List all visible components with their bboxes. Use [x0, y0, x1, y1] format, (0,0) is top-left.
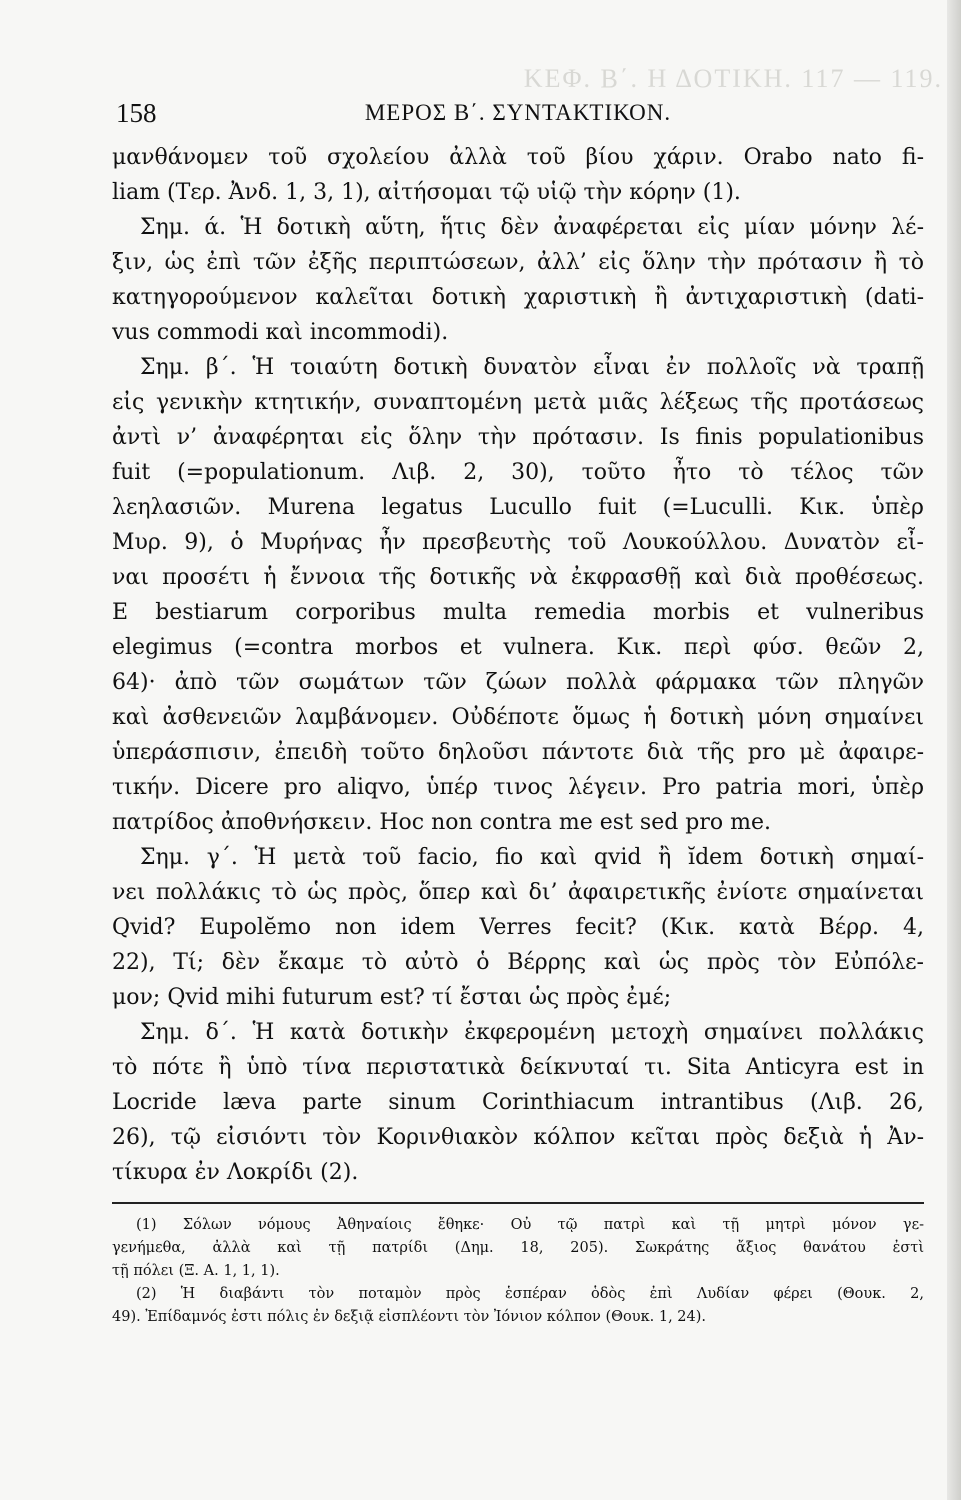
text-line: ἀντὶ ν’ ἀναφέρηται εἰς ὅλην τὴν πρότασιν. Is finis populationibus [112, 425, 924, 450]
footnotes [112, 1214, 924, 1329]
text-line: κατηγορούμενον καλεῖται δοτικὴ χαριστικὴ ἢ ἀντιχαριστικὴ (dati- [112, 285, 924, 310]
bleed-through-heading: ΚΕΦ. Β΄. Η ΔΟΤΙΚΗ. 117 — 119. [523, 64, 943, 90]
text-line: εἰς γενικὴν κτητικήν, συναπτομένη μετὰ μιᾶς λέξεως τῆς προτάσεως [112, 390, 924, 415]
note-4-line: Σημ. δ΄. Ἡ κατὰ δοτικὴν ἐκφερομένη μετοχὴ σημαίνει πολλάκις [140, 1020, 924, 1045]
text-line: ξιν, ὡς ἐπὶ τῶν ἐξῆς περιπτώσεων, ἀλλ’ εἰς ὅλην τὴν πρότασιν ἢ τὸ [112, 250, 924, 275]
page-edge [947, 0, 961, 1500]
main-text [112, 140, 924, 1190]
text-line: fuit (=populationum. Λιβ. 2, 30), τοῦτο ἦτο τὸ τέλος τῶν [112, 460, 924, 485]
text-line: τίκυρα ἐν Λοκρίδι (2). [112, 1160, 359, 1185]
footnote-line: τῇ πόλει (Ξ. Α. 1, 1, 1). [112, 1263, 280, 1279]
bleed-through-text [0, 60, 961, 90]
page-header [112, 96, 924, 136]
footnote-rule [112, 1202, 924, 1204]
text-line: μον; Qvid mihi futurum est? τί ἔσται ὡς πρὸς ἐμέ; [112, 985, 672, 1010]
text-line: vus commodi καὶ incommodi). [112, 320, 449, 345]
text-line: τὸ πότε ἢ ὑπὸ τίνα περιστατικὰ δείκνυταί τι. Sita Anticyra est in [112, 1055, 924, 1080]
text-line: ὑπεράσπισιν, ἐπειδὴ τοῦτο δηλοῦσι πάντοτε διὰ τῆς pro μὲ ἀφαιρε- [112, 740, 924, 765]
text-line: 22), Τί; δὲν ἔκαμε τὸ αὐτὸ ὁ Βέρρης καὶ ὡς πρὸς τὸν Εὐπόλε- [112, 950, 924, 975]
text-line: Locride læva parte sinum Corinthiacum intrantibus (Λιβ. 26, [112, 1090, 924, 1115]
text-line: elegimus (=contra morbos et vulnera. Κικ. περὶ φύσ. θεῶν 2, [112, 635, 924, 660]
footnote-1-line: (1) Σόλων νόμους Ἀθηναίοις ἔθηκε· Οὐ τῷ πατρὶ καὶ τῇ μητρὶ μόνον γε- [136, 1217, 924, 1233]
footnote-line: 49). Ἐπίδαμνός ἐστι πόλις ἐν δεξιᾷ εἰσπλέοντι τὸν Ἰόνιον κόλπον (Θουκ. 1, 24). [112, 1309, 707, 1325]
note-2-line: Σημ. β΄. Ἡ τοιαύτη δοτικὴ δυνατὸν εἶναι ἐν πολλοῖς νὰ τραπῇ [140, 355, 924, 380]
running-head: ΜΕΡΟΣ Β΄. ΣΥΝΤΑΚΤΙΚΟΝ. [364, 100, 672, 125]
text-line: μανθάνομεν τοῦ σχολείου ἀλλὰ τοῦ βίου χάριν. Orabo nato fi- [112, 145, 924, 170]
footnote-line: γενήμεθα, ἀλλὰ καὶ τῇ πατρίδι (Δημ. 18, 205). Σωκράτης ἄξιος θανάτου ἐστὶ [112, 1240, 924, 1256]
text-line: ναι προσέτι ἡ ἔννοια τῆς δοτικῆς νὰ ἐκφρασθῇ καὶ διὰ προθέσεως. [112, 565, 924, 590]
text-line: καὶ ἀσθενειῶν λαμβάνομεν. Οὐδέποτε ὅμως ἡ δοτικὴ μόνη σημαίνει [112, 705, 924, 730]
text-line: Μυρ. 9), ὁ Μυρήνας ἦν πρεσβευτὴς τοῦ Λουκούλλου. Δυνατὸν εἶ- [112, 530, 924, 555]
note-3-line: Σημ. γ΄. Ἡ μετὰ τοῦ facio, fio καὶ qvid ἢ ĭdem δοτικὴ σημαί- [140, 845, 924, 870]
text-line: 26), τῷ εἰσιόντι τὸν Κορινθιακὸν κόλπον κεῖται πρὸς δεξιὰ ἡ Ἀν- [112, 1125, 924, 1150]
text-line: liam (Τερ. Ἀνδ. 1, 3, 1), αἰτήσομαι τῷ υἱῷ τὴν κόρην (1). [112, 180, 741, 205]
text-line: E bestiarum corporibus multa remedia morbis et vulneribus [112, 600, 924, 625]
note-1-line: Σημ. ά. Ἡ δοτικὴ αὕτη, ἥτις δὲν ἀναφέρεται εἰς μίαν μόνην λέ- [140, 215, 924, 240]
text-line: νει πολλάκις τὸ ὡς πρὸς, ὅπερ καὶ δι’ ἀφαιρετικῆς ἐνίοτε σημαίνεται [112, 880, 924, 905]
text-line: 64)· ἀπὸ τῶν σωμάτων τῶν ζώων πολλὰ φάρμακα τῶν πληγῶν [112, 670, 924, 695]
page-number: 158 [116, 98, 157, 128]
text-line: Qvid? Eupolĕmo non idem Verres fecit? (Κικ. κατὰ Βέρρ. 4, [112, 915, 924, 940]
text-line: λεηλασιῶν. Murena legatus Lucullo fuit (=Luculli. Κικ. ὑπὲρ [112, 495, 924, 520]
text-line: τικήν. Dicere pro aliqvo, ὑπέρ τινος λέγειν. Pro patria mori, ὑπὲρ [112, 775, 924, 800]
text-line: πατρίδος ἀποθνήσκειν. Hoc non contra me est sed pro me. [112, 810, 772, 835]
book-page [112, 96, 924, 1329]
footnote-2-line: (2) Ἡ διαβάντι τὸν ποταμὸν πρὸς ἑσπέραν ὁδὸς ἐπὶ Λυδίαν φέρει (Θουκ. 2, [136, 1286, 924, 1302]
